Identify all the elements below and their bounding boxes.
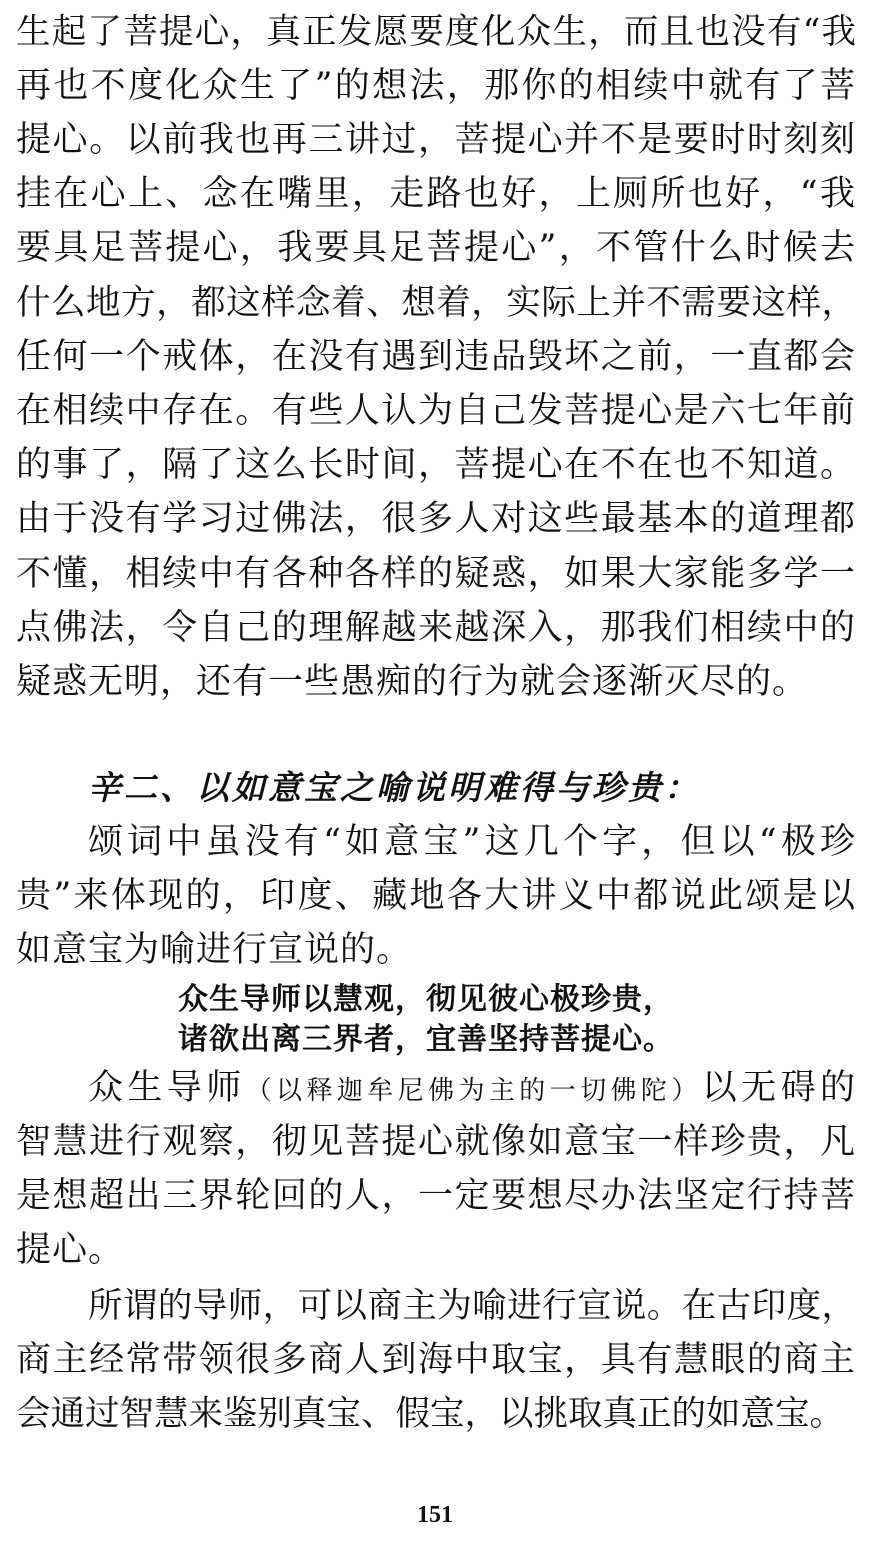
text-segment: 以无碍的 (701, 1068, 856, 1108)
annotation-note: （以释迦牟尼佛为主的一切佛陀） (245, 1076, 702, 1106)
verse-line: 众生导师以慧观，彻见彼心极珍贵， (178, 982, 674, 1017)
text-line: 提心。 (16, 1230, 125, 1270)
text-segment: 众生导师 (88, 1068, 246, 1108)
text-line: 点佛法，令自己的理解越来越深入，那我们相续中的 (16, 608, 856, 648)
text-line: 任何一个戒体，在没有遇到违品毁坏之前，一直都会 (16, 337, 856, 377)
text-line: 如意宝为喻进行宣说的。 (16, 930, 413, 970)
text-line: 是想超出三界轮回的人，一定要想尽办法坚定行持菩 (16, 1176, 856, 1216)
text-line (88, 1066, 856, 1113)
text-line: 要具足菩提心，我要具足菩提心”，不管什么时候去 (16, 228, 856, 268)
text-line: 的事了，隔了这么长时间，菩提心在不在也不知道。 (16, 445, 856, 485)
section-heading: 辛二、以如意宝之喻说明难得与珍贵： (88, 768, 700, 807)
text-line: 由于没有学习过佛法，很多人对这些最基本的道理都 (16, 499, 856, 539)
page-number: 151 (417, 1502, 453, 1528)
text-line: 提心。以前我也再三讲过，菩提心并不是要时时刻刻 (16, 120, 856, 160)
text-line: 挂在心上、念在嘴里，走路也好，上厕所也好，“我 (16, 174, 856, 214)
text-line: 生起了菩提心，真正发愿要度化众生，而且也没有“我 (16, 12, 856, 52)
verse-line: 诸欲出离三界者，宜善坚持菩提心。 (178, 1022, 674, 1057)
text-line: 所谓的导师，可以商主为喻进行宣说。在古印度， (88, 1286, 856, 1326)
text-line: 疑惑无明，还有一些愚痴的行为就会逐渐灭尽的。 (16, 662, 809, 702)
text-line: 智慧进行观察，彻见菩提心就像如意宝一样珍贵，凡 (16, 1122, 856, 1162)
text-line: 不懂，相续中有各种各样的疑惑，如果大家能多学一 (16, 554, 856, 594)
text-line: 什么地方，都这样念着、想着，实际上并不需要这样， (16, 283, 856, 323)
text-line: 贵”来体现的，印度、藏地各大讲义中都说此颂是以 (16, 876, 856, 916)
text-line: 颂词中虽没有“如意宝”这几个字，但以“极珍 (88, 822, 856, 862)
text-line: 在相续中存在。有些人认为自己发菩提心是六七年前 (16, 391, 856, 431)
text-line: 商主经常带领很多商人到海中取宝，具有慧眼的商主 (16, 1340, 856, 1380)
text-line: 再也不度化众生了”的想法，那你的相续中就有了菩 (16, 66, 856, 106)
text-line: 会通过智慧来鉴别真宝、假宝，以挑取真正的如意宝。 (16, 1394, 844, 1434)
